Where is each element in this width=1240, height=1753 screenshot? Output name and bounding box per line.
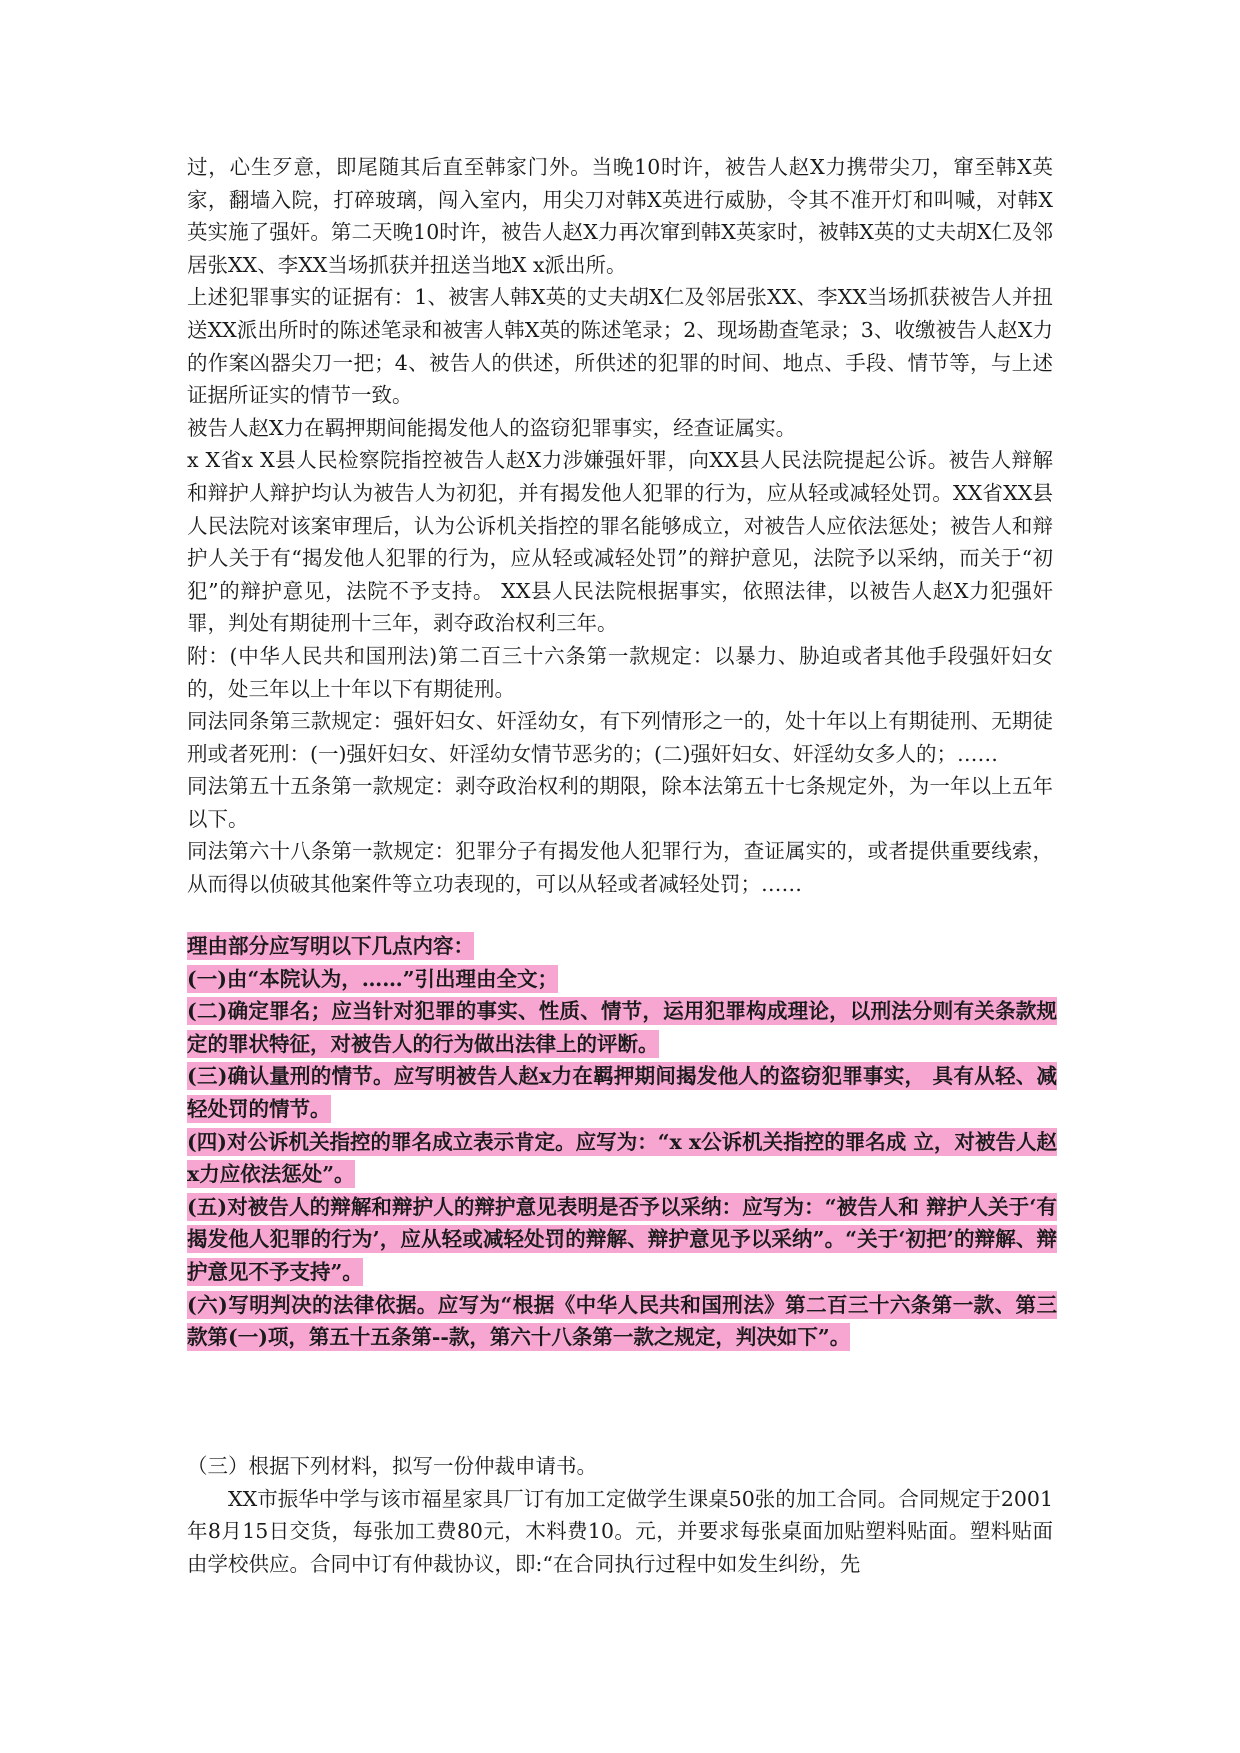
highlighted-item: (二)确定罪名；应当针对犯罪的事实、性质、情节，运用犯罪构成理论，以刑法分则有关条款规定的罪状特征，对被告人的行为做出法律上的评断。 <box>187 999 1057 1056</box>
highlighted-item: (五)对被告人的辩解和辩护人的辩护意见表明是否予以采纳：应写为：“被告人和 辩护人关于‘有揭发他人犯罪的行为’，应从轻或减轻处罚的辩解、辩护意见予以采纳”。“关于‘初把’的辩解、辩护意见不予支持”。 <box>187 1194 1057 1284</box>
case-facts-section <box>187 151 1053 901</box>
paragraph: 过，心生歹意，即尾随其后直至韩家门外。当晚10时许，被告人赵X力携带尖刀，窜至韩X英家，翻墙入院，打碎玻璃，闯入室内，用尖刀对韩X英进行威胁，令其不准开灯和叫喊，对韩X英实施了强奸。第二天晚10时许，被告人赵X力再次窜到韩X英家时，被韩X英的丈夫胡X仁及邻居张XX、李XX当场抓获并扭送当地X x派出所。 <box>187 155 1053 277</box>
exercise-three-section <box>187 1450 1053 1580</box>
exercise-title: （三）根据下列材料，拟写一份仲裁申请书。 <box>187 1454 597 1478</box>
highlighted-item: (三)确认量刑的情节。应写明被告人赵x力在羁押期间揭发他人的盗窃犯罪事实， 具有从轻、减轻处罚的情节。 <box>187 1064 1057 1121</box>
paragraph: 被告人赵X力在羁押期间能揭发他人的盗窃犯罪事实，经查证属实。 <box>187 415 797 440</box>
paragraph: 附：(中华人民共和国刑法)第二百三十六条第一款规定：以暴力、胁迫或者其他手段强奸妇女的，处三年以上十年以下有期徒刑。 <box>187 643 1053 701</box>
paragraph: 同法第六十八条第一款规定：犯罪分子有揭发他人犯罪行为，查证属实的，或者提供重要线索，从而得以侦破其他案件等立功表现的，可以从轻或者减轻处罚；…… <box>187 839 1053 897</box>
highlighted-heading: 理由部分应写明以下几点内容： <box>187 934 474 958</box>
paragraph: x X省x X县人民检察院指控被告人赵X力涉嫌强奸罪，向XX县人民法院提起公诉。被告人辩解和辩护人辩护均认为被告人为初犯，并有揭发他人犯罪的行为，应从轻或减轻处罚。XX省XX县人民法院对该案审理后，认为公诉机关指控的罪名能够成立，对被告人应依法惩处；被告人和辩护人关于有“揭发他人犯罪的行为，应从轻或减轻处罚”的辩护意见，法院予以采纳，而关于“初犯”的辩护意见，法院不予支持。 XX县人民法院根据事实，依照法律，以被告人赵X力犯强奸罪，判处有期徒刑十三年，剥夺政治权利三年。 <box>187 448 1053 636</box>
highlighted-reasoning-section <box>187 930 1057 1354</box>
paragraph: 同法第五十五条第一款规定：剥夺政治权利的期限，除本法第五十七条规定外，为一年以上五年以下。 <box>187 774 1053 831</box>
paragraph: XX市振华中学与该市福星家具厂订有加工定做学生课桌50张的加工合同。合同规定于2001年8月15日交货，每张加工费80元，木料费10。元，并要求每张桌面加贴塑料贴面。塑料贴面由学校供应。合同中订有仲裁协议，即:“在合同执行过程中如发生纠纷，先 <box>187 1486 1053 1576</box>
paragraph: 同法同条第三款规定：强奸妇女、奸淫幼女，有下列情形之一的，处十年以上有期徒刑、无期徒刑或者死刑：(一)强奸妇女、奸淫幼女情节恶劣的；(二)强奸妇女、奸淫幼女多人的；…… <box>187 709 1053 766</box>
highlighted-item: (六)写明判决的法律依据。应写为“根据《中华人民共和国刑法》第二百三十六条第一款、第三款第(一)项，第五十五条第--款，第六十八条第一款之规定，判决如下”。 <box>187 1292 1057 1350</box>
paragraph: 上述犯罪事实的证据有：1、被害人韩X英的丈夫胡X仁及邻居张XX、李XX当场抓获被告人并扭送XX派出所时的陈述笔录和被害人韩X英的陈述笔录；2、现场勘查笔录；3、收缴被告人赵X力的作案凶器尖刀一把；4、被告人的供述，所供述的犯罪的时间、地点、手段、情节等，与上述证据所证实的情节一致。 <box>187 285 1053 408</box>
highlighted-item: (一)由“本院认为，……”引出理由全文； <box>187 966 558 991</box>
highlighted-item: (四)对公诉机关指控的罪名成立表示肯定。应写为：“x x公诉机关指控的罪名成 立，对被告人赵x力应依法惩处”。 <box>187 1129 1057 1187</box>
